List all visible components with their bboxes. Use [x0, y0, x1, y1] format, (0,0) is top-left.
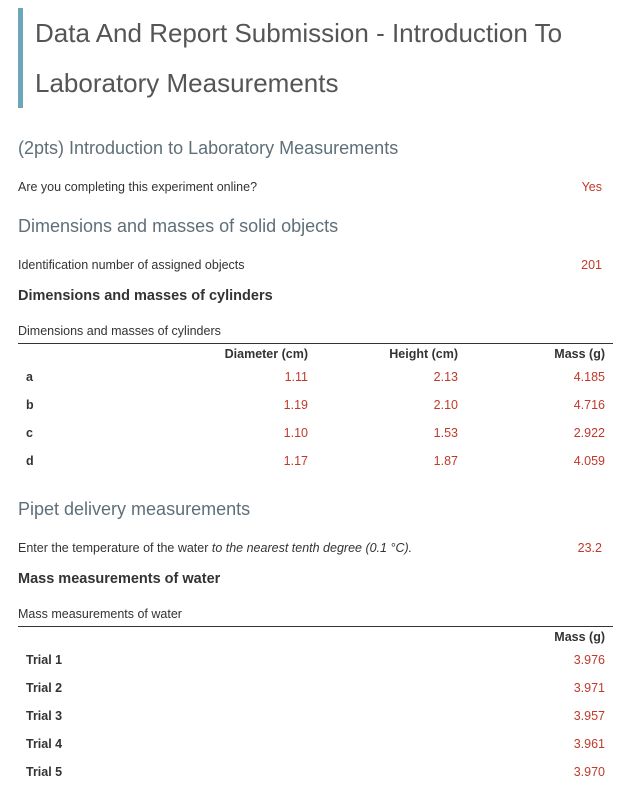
height-value: 1.53 — [433, 426, 458, 440]
water-mass-table — [18, 626, 613, 786]
subheading-cylinders: Dimensions and masses of cylinders — [18, 288, 273, 304]
row-label: Trial 4 — [26, 737, 63, 751]
question-water-temperature-answer: 23.2 — [577, 541, 602, 555]
page-title: Data And Report Submission - Introduction To Laboratory Measurements — [35, 18, 563, 98]
column-header-mass: Mass (g) — [466, 344, 613, 364]
table-caption-water-mass: Mass measurements of water — [18, 607, 182, 621]
page-title-block — [18, 8, 618, 108]
column-header-diameter: Diameter (cm) — [118, 344, 316, 364]
question-online-answer: Yes — [581, 180, 602, 194]
mass-value: 4.059 — [573, 454, 605, 468]
row-label: Trial 5 — [26, 765, 63, 779]
section-heading-pipet: Pipet delivery measurements — [18, 499, 251, 519]
height-value: 1.87 — [433, 454, 458, 468]
table-row — [18, 391, 613, 419]
question-water-temperature — [18, 541, 602, 555]
row-label: Trial 2 — [26, 681, 63, 695]
table-row — [18, 758, 613, 786]
question-water-temperature-label — [18, 541, 412, 555]
table-row — [18, 419, 613, 447]
question-object-id-answer: 201 — [581, 258, 602, 272]
subheading-water-mass: Mass measurements of water — [18, 571, 221, 587]
mass-value: 3.976 — [573, 653, 605, 667]
diameter-value: 1.11 — [284, 370, 308, 384]
row-label: Trial 1 — [26, 653, 63, 667]
table-row — [18, 363, 613, 391]
question-object-id-label: Identification number of assigned objects — [18, 258, 245, 272]
table-row — [18, 646, 613, 674]
row-label: c — [26, 426, 33, 440]
table-row — [18, 447, 613, 475]
section-heading-solid-objects: Dimensions and masses of solid objects — [18, 216, 339, 236]
mass-value: 3.957 — [573, 709, 605, 723]
diameter-value: 1.17 — [283, 454, 308, 468]
mass-value: 4.185 — [573, 370, 605, 384]
mass-value: 2.922 — [573, 426, 605, 440]
mass-value: 4.716 — [573, 398, 605, 412]
table-caption-cylinders: Dimensions and masses of cylinders — [18, 324, 221, 338]
row-label: d — [26, 454, 34, 468]
diameter-value: 1.19 — [283, 398, 308, 412]
table-header-row — [18, 344, 613, 364]
column-header-mass: Mass (g) — [466, 627, 613, 647]
mass-value: 3.970 — [573, 765, 605, 779]
mass-value: 3.971 — [573, 681, 605, 695]
height-value: 2.10 — [433, 398, 458, 412]
column-header-height: Height (cm) — [316, 344, 466, 364]
column-header — [18, 344, 118, 364]
question-text: Enter the temperature of the water — [18, 541, 212, 555]
table-row — [18, 674, 613, 702]
height-value: 2.13 — [433, 370, 458, 384]
row-label: b — [26, 398, 34, 412]
question-text-italic: to the nearest tenth degree (0.1 °C). — [211, 541, 413, 555]
column-header — [18, 627, 466, 647]
cylinders-table — [18, 343, 613, 475]
mass-value: 3.961 — [573, 737, 605, 751]
diameter-value: 1.10 — [283, 426, 308, 440]
table-row — [18, 702, 613, 730]
section-heading-intro: (2pts) Introduction to Laboratory Measurements — [18, 138, 399, 158]
question-online-label: Are you completing this experiment online? — [18, 180, 258, 194]
table-row — [18, 730, 613, 758]
question-object-id — [18, 258, 602, 272]
table-header-row — [18, 627, 613, 647]
row-label: a — [26, 370, 33, 384]
row-label: Trial 3 — [26, 709, 63, 723]
question-online — [18, 180, 602, 194]
